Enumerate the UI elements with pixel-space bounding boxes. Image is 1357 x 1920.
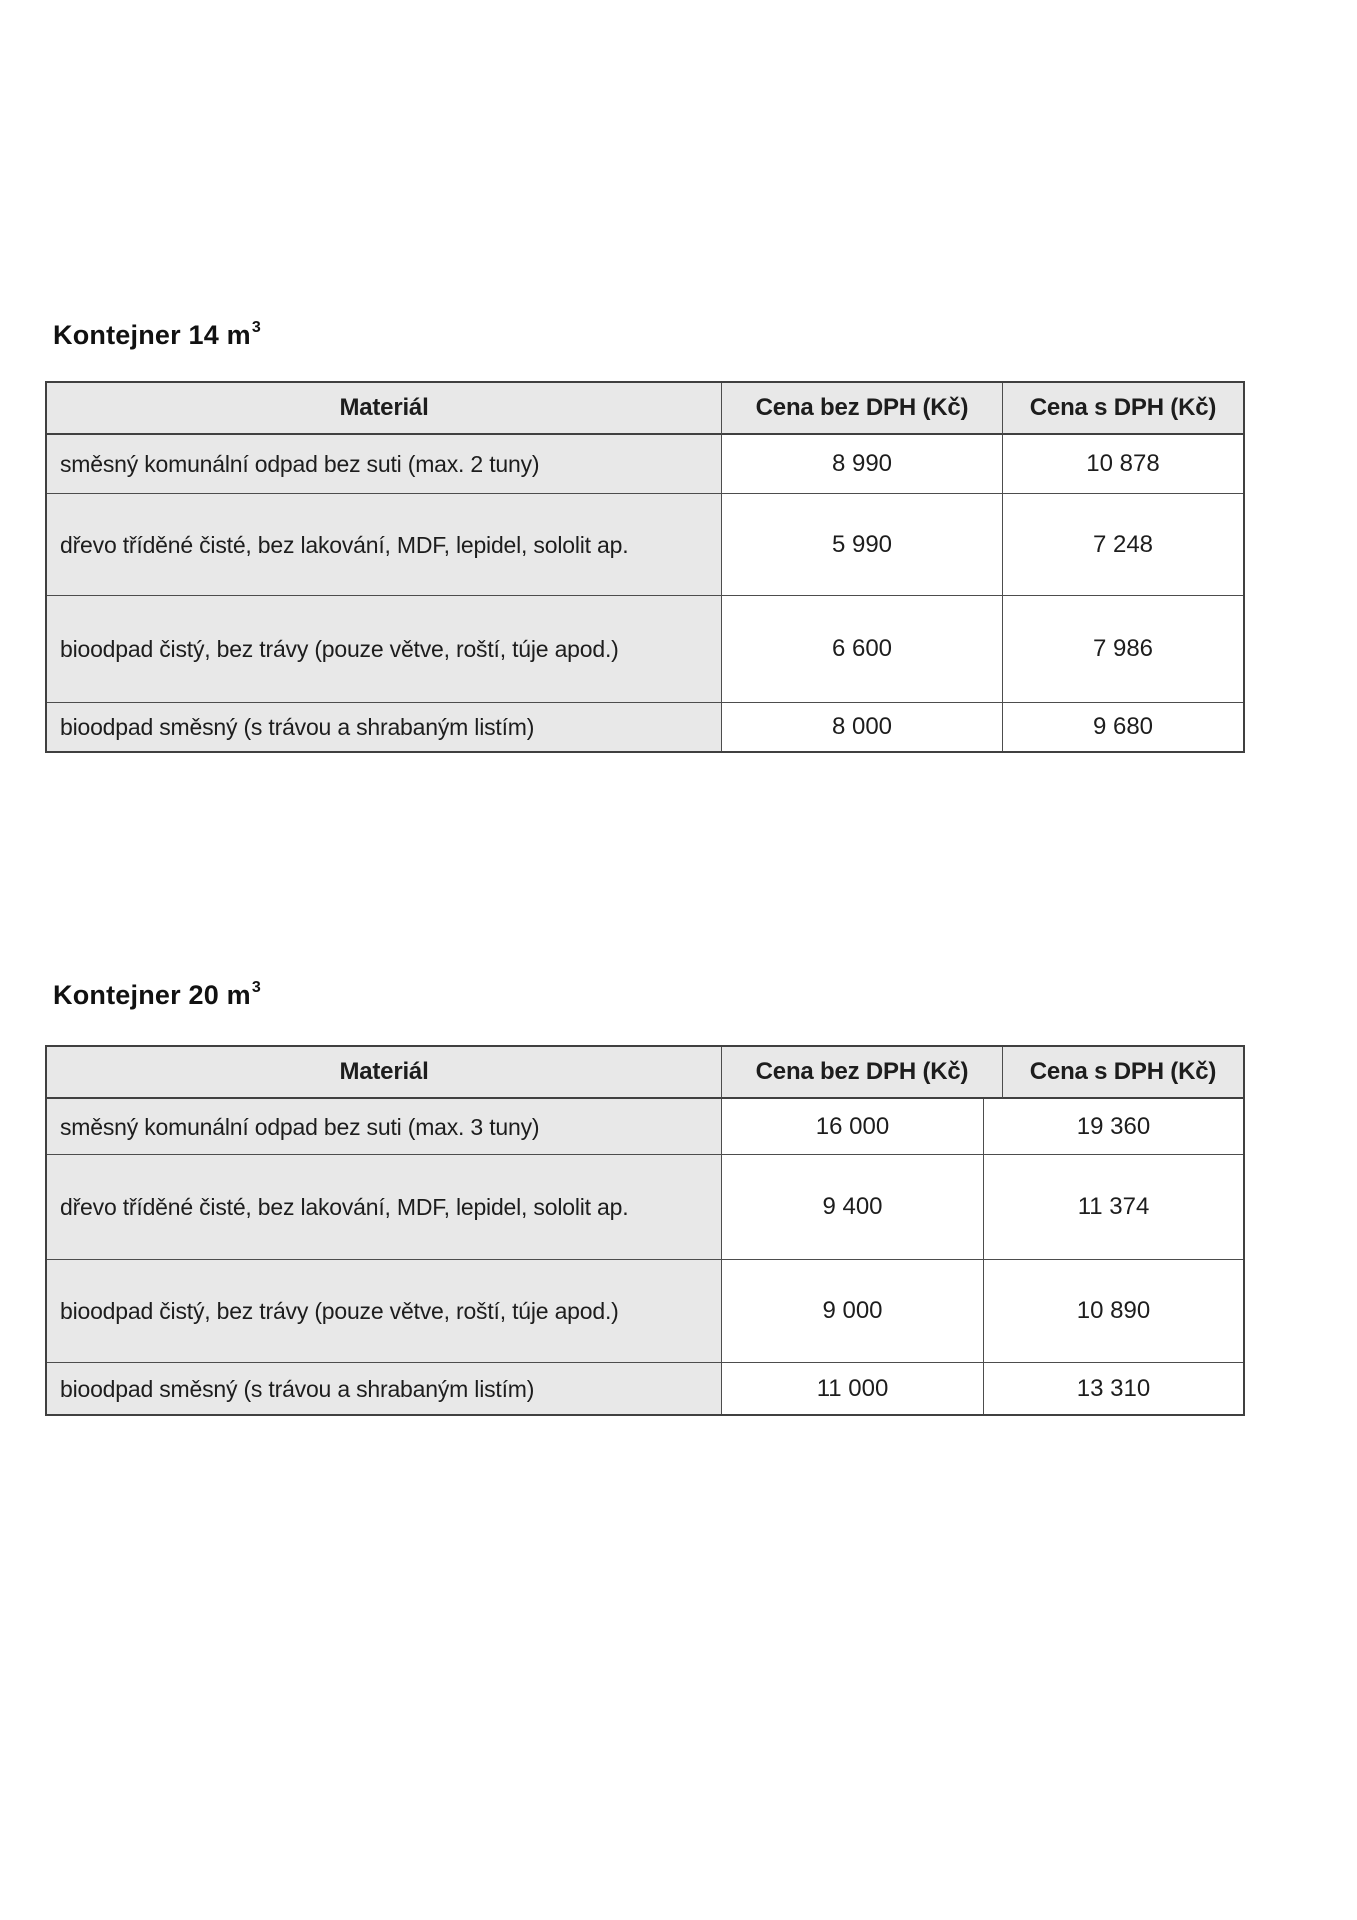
price-no-vat-cell: 11 000 [721,1362,983,1414]
column-header-price-no-vat: Cena bez DPH (Kč) [721,383,1002,435]
price-vat-cell: 13 310 [983,1362,1243,1414]
material-cell: bioodpad směsný (s trávou a shrabaným listím) [47,1362,721,1414]
section-heading-kontejner-14 [53,320,260,351]
price-table-kontejner-20 [45,1045,1245,1416]
column-header-price-vat: Cena s DPH (Kč) [1002,383,1243,435]
price-no-vat-cell: 9 400 [721,1154,983,1259]
column-header-price-vat: Cena s DPH (Kč) [1002,1047,1243,1099]
material-cell: dřevo tříděné čisté, bez lakování, MDF, lepidel, sololit ap. [47,493,721,595]
price-vat-cell: 7 248 [1002,493,1243,595]
table-body [47,435,1243,751]
price-no-vat-cell: 5 990 [721,493,1002,595]
column-header-material: Materiál [47,383,721,435]
material-cell: dřevo tříděné čisté, bez lakování, MDF, lepidel, sololit ap. [47,1154,721,1259]
price-no-vat-cell: 8 000 [721,702,1002,751]
price-no-vat-cell: 8 990 [721,435,1002,493]
price-vat-cell: 10 878 [1002,435,1243,493]
heading-superscript: 3 [251,979,261,996]
price-vat-cell: 7 986 [1002,595,1243,702]
price-table-kontejner-14 [45,381,1245,753]
material-cell: bioodpad směsný (s trávou a shrabaným listím) [47,702,721,751]
price-vat-cell: 9 680 [1002,702,1243,751]
material-cell: bioodpad čistý, bez trávy (pouze větve, roští, túje apod.) [47,595,721,702]
price-vat-cell: 10 890 [983,1259,1243,1362]
heading-text: Kontejner 14 m [53,320,251,350]
column-header-price-no-vat: Cena bez DPH (Kč) [721,1047,1002,1099]
price-no-vat-cell: 6 600 [721,595,1002,702]
material-cell: směsný komunální odpad bez suti (max. 2 tuny) [47,435,721,493]
heading-text: Kontejner 20 m [53,980,251,1010]
material-cell: bioodpad čistý, bez trávy (pouze větve, roští, túje apod.) [47,1259,721,1362]
material-cell: směsný komunální odpad bez suti (max. 3 tuny) [47,1099,721,1154]
column-header-material: Materiál [47,1047,721,1099]
heading-superscript: 3 [251,319,261,336]
table-header-row [47,1047,1243,1099]
price-no-vat-cell: 16 000 [721,1099,983,1154]
section-heading-kontejner-20 [53,980,260,1011]
table-header-row [47,383,1243,435]
price-vat-cell: 11 374 [983,1154,1243,1259]
price-vat-cell: 19 360 [983,1099,1243,1154]
price-no-vat-cell: 9 000 [721,1259,983,1362]
table-body [47,1099,1243,1414]
